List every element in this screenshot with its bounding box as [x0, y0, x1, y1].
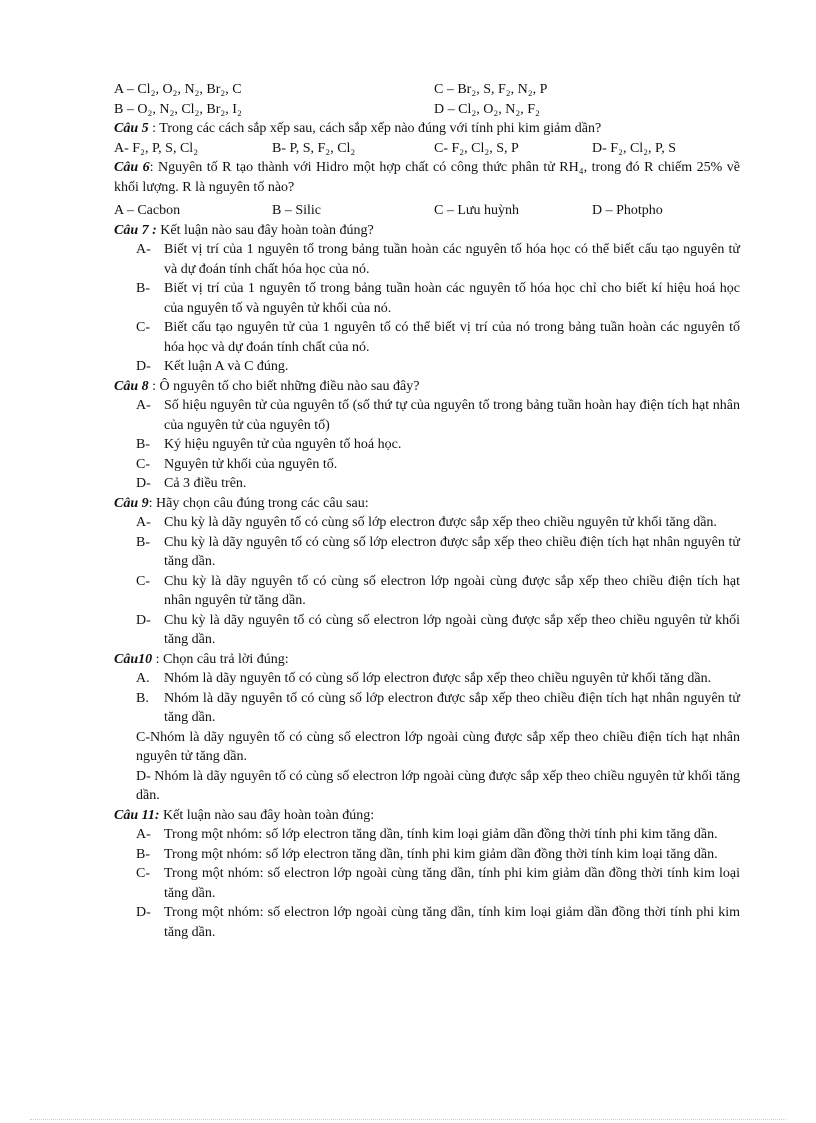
- q11-option-a: [114, 825, 740, 845]
- q8-option-d-text: Cả 3 điều trên.: [164, 476, 247, 491]
- q9-option-d-label: D-: [136, 612, 151, 628]
- q8-option-b-text: Ký hiệu nguyên tử của nguyên tố hoá học.: [164, 437, 402, 452]
- q9-option-d: [114, 611, 740, 650]
- q11-heading: Câu 11:: [114, 807, 160, 823]
- q4-options-row-2: [114, 100, 740, 120]
- q11-option-b-label: B-: [136, 846, 150, 862]
- q10-option-b: [114, 689, 740, 728]
- q5-heading: Câu 5: [114, 121, 149, 136]
- q11-option-c-text: Trong một nhóm: số electron lớp ngoài cùng tăng dần, tính phi kim giảm dần đồng thời tính kim loại tăng dần.: [164, 866, 740, 901]
- q4-options-row-1: [114, 80, 740, 100]
- q9-option-a: [114, 513, 740, 533]
- q10-option-d: D- Nhóm là dãy nguyên tố có cùng số electron lớp ngoài cùng được sắp xếp theo chiều nguyên tử khối tăng dần.: [136, 768, 740, 803]
- q7-option-c-label: C-: [136, 320, 150, 335]
- q7-option-c-text: Biết cấu tạo nguyên tử của 1 nguyên tố có thể biết vị trí của nó trong bảng tuần hoàn các nguyên tố hóa học và dự đoán tính chất của nó.: [164, 320, 740, 355]
- q5-option-b: B- P, S, F₂, Cl₂: [272, 140, 356, 156]
- q8-option-c: [114, 455, 740, 475]
- q9-option-b: [114, 533, 740, 572]
- q6-option-b: B – Silic: [272, 203, 322, 218]
- q7-option-d: [114, 357, 740, 377]
- q9-text: : Hãy chọn câu đúng trong các câu sau:: [148, 495, 369, 511]
- q11-stem: [114, 806, 740, 826]
- q7-option-c: [114, 318, 740, 357]
- q7-option-a-text: Biết vị trí của 1 nguyên tố trong bảng tuần hoàn các nguyên tố hóa học có thể biết cấu tạo nguyên tử và dự đoán tính chất hóa học của nó.: [164, 242, 740, 277]
- q10-option-b-text: Nhóm là dãy nguyên tố có cùng số lớp electron được sắp xếp theo chiều điện tích hạt nhân nguyên tử tăng dần.: [164, 690, 740, 725]
- q4-option-a: A – Cl₂, O₂, N₂, Br₂, C: [114, 82, 242, 97]
- q8-option-d: [114, 474, 740, 494]
- q5-option-a: A- F₂, P, S, Cl₂: [114, 140, 199, 156]
- q10-option-a-label: A.: [136, 671, 150, 686]
- q10-option-c: C-Nhóm là dãy nguyên tố có cùng số electron lớp ngoài cùng được sắp xếp theo chiều điện tích hạt nhân nguyên tử tăng dần.: [136, 729, 740, 764]
- q8-option-d-label: D-: [136, 476, 151, 491]
- q6-option-c: C – Lưu huỳnh: [434, 203, 519, 218]
- q8-option-b: [114, 435, 740, 455]
- q11-option-c: [114, 864, 740, 903]
- q11-option-b: [114, 845, 740, 865]
- q5-text: : Trong các cách sắp xếp sau, cách sắp xếp nào đúng với tính phi kim giảm dần?: [148, 121, 602, 136]
- q9-option-b-text: Chu kỳ là dãy nguyên tố có cùng số lớp electron được sắp xếp theo chiều điện tích hạt nhân nguyên tử tăng dần.: [164, 534, 740, 569]
- q7-option-d-text: Kết luận A và C đúng.: [164, 359, 289, 374]
- q10-option-a: [114, 669, 740, 689]
- q10-option-b-label: B.: [136, 690, 149, 706]
- q11-text: Kết luận nào sau đây hoàn toàn đúng:: [159, 807, 375, 823]
- q11-option-d-text: Trong một nhóm: số electron lớp ngoài cùng tăng dần, tính kim loại giảm dần đồng thời tính phi kim tăng dần.: [164, 905, 740, 940]
- q9-option-c: [114, 572, 740, 611]
- q8-option-b-label: B-: [136, 437, 150, 452]
- q8-stem: [114, 377, 740, 397]
- q9-option-c-text: Chu kỳ là dãy nguyên tố có cùng số electron lớp ngoài cùng được sắp xếp theo chiều điện tích hạt nhân nguyên tử tăng dần.: [164, 573, 740, 608]
- q7-option-a: [114, 240, 740, 279]
- q8-option-a-text: Số hiệu nguyên tử của nguyên tố (số thứ tự của nguyên tố trong bảng tuần hoàn hay điện tích hạt nhân của nguyên tử của nguyên tố): [164, 398, 740, 433]
- q9-option-c-label: C-: [136, 573, 150, 589]
- q7-option-b: [114, 279, 740, 318]
- q7-option-b-label: B-: [136, 281, 150, 296]
- document-page: [114, 80, 740, 942]
- q8-option-a-label: A-: [136, 398, 151, 413]
- q6-text: : Nguyên tố R tạo thành với Hidro một hợp chất có công thức phân tử RH₄, trong đó R chiếm 25% về khối lượng. R là nguyên tố nào?: [114, 160, 740, 195]
- q11-option-c-label: C-: [136, 866, 150, 881]
- q7-option-a-label: A-: [136, 242, 151, 257]
- q6-option-d: D – Photpho: [592, 203, 663, 218]
- q10-text: : Chọn câu trả lời đúng:: [152, 651, 289, 667]
- q6-option-a: A – Cacbon: [114, 203, 181, 218]
- q10-heading: Câu10: [114, 651, 153, 667]
- q11-option-a-text: Trong một nhóm: số lớp electron tăng dần, tính kim loại giảm dần đồng thời tính phi kim tăng dần.: [164, 827, 718, 842]
- q5-option-d: D- F₂, Cl₂, P, S: [592, 140, 677, 156]
- page-bottom-divider: [30, 1119, 786, 1120]
- q9-option-a-text: Chu kỳ là dãy nguyên tố có cùng số lớp electron được sắp xếp theo chiều nguyên tử khối tăng dần.: [164, 515, 717, 530]
- q6-heading: Câu 6: [114, 160, 150, 175]
- q11-option-d: [114, 903, 740, 942]
- q9-option-a-label: A-: [136, 515, 151, 530]
- q11-option-d-label: D-: [136, 905, 151, 920]
- q9-stem: [114, 494, 740, 514]
- q7-text: Kết luận nào sau đây hoàn toàn đúng?: [156, 222, 374, 238]
- q7-heading: Câu 7 :: [114, 222, 157, 238]
- q4-option-b: B – O₂, N₂, Cl₂, Br₂, I₂: [114, 101, 242, 117]
- q10-option-a-text: Nhóm là dãy nguyên tố có cùng số lớp electron được sắp xếp theo chiều nguyên tử khối tăng dần.: [164, 671, 712, 686]
- q7-option-b-text: Biết vị trí của 1 nguyên tố trong bảng tuần hoàn các nguyên tố hóa học chỉ cho biết kí hiệu hoá học của nguyên tố và nguyên tử khối của nó.: [164, 281, 740, 316]
- q8-option-c-text: Nguyên tử khối của nguyên tố.: [164, 456, 338, 472]
- q6-stem: [114, 158, 740, 197]
- q9-heading: Câu 9: [114, 495, 149, 511]
- q4-option-d: D – Cl₂, O₂, N₂, F₂: [434, 101, 540, 117]
- q5-option-c: C- F₂, Cl₂, S, P: [434, 140, 519, 156]
- q9-option-b-label: B-: [136, 534, 150, 550]
- q5-options: [114, 139, 740, 159]
- q11-option-a-label: A-: [136, 827, 151, 842]
- q5-stem: [114, 119, 740, 139]
- q7-option-d-label: D-: [136, 359, 151, 374]
- q8-text: : Ô nguyên tố cho biết những điều nào sau đây?: [148, 378, 420, 394]
- q8-heading: Câu 8: [114, 378, 149, 394]
- q6-options: [114, 201, 740, 221]
- q10-stem: [114, 650, 740, 670]
- q8-option-a: [114, 396, 740, 435]
- q11-option-b-text: Trong một nhóm: số lớp electron tăng dần, tính phi kim giảm dần đồng thời tính kim loại tăng dần.: [164, 846, 718, 862]
- q8-option-c-label: C-: [136, 456, 150, 472]
- q4-option-c: C – Br₂, S, F₂, N₂, P: [434, 82, 548, 97]
- q9-option-d-text: Chu kỳ là dãy nguyên tố có cùng số electron lớp ngoài cùng được sắp xếp theo chiều nguyên tử khối tăng dần.: [164, 612, 740, 647]
- q7-stem: [114, 221, 740, 241]
